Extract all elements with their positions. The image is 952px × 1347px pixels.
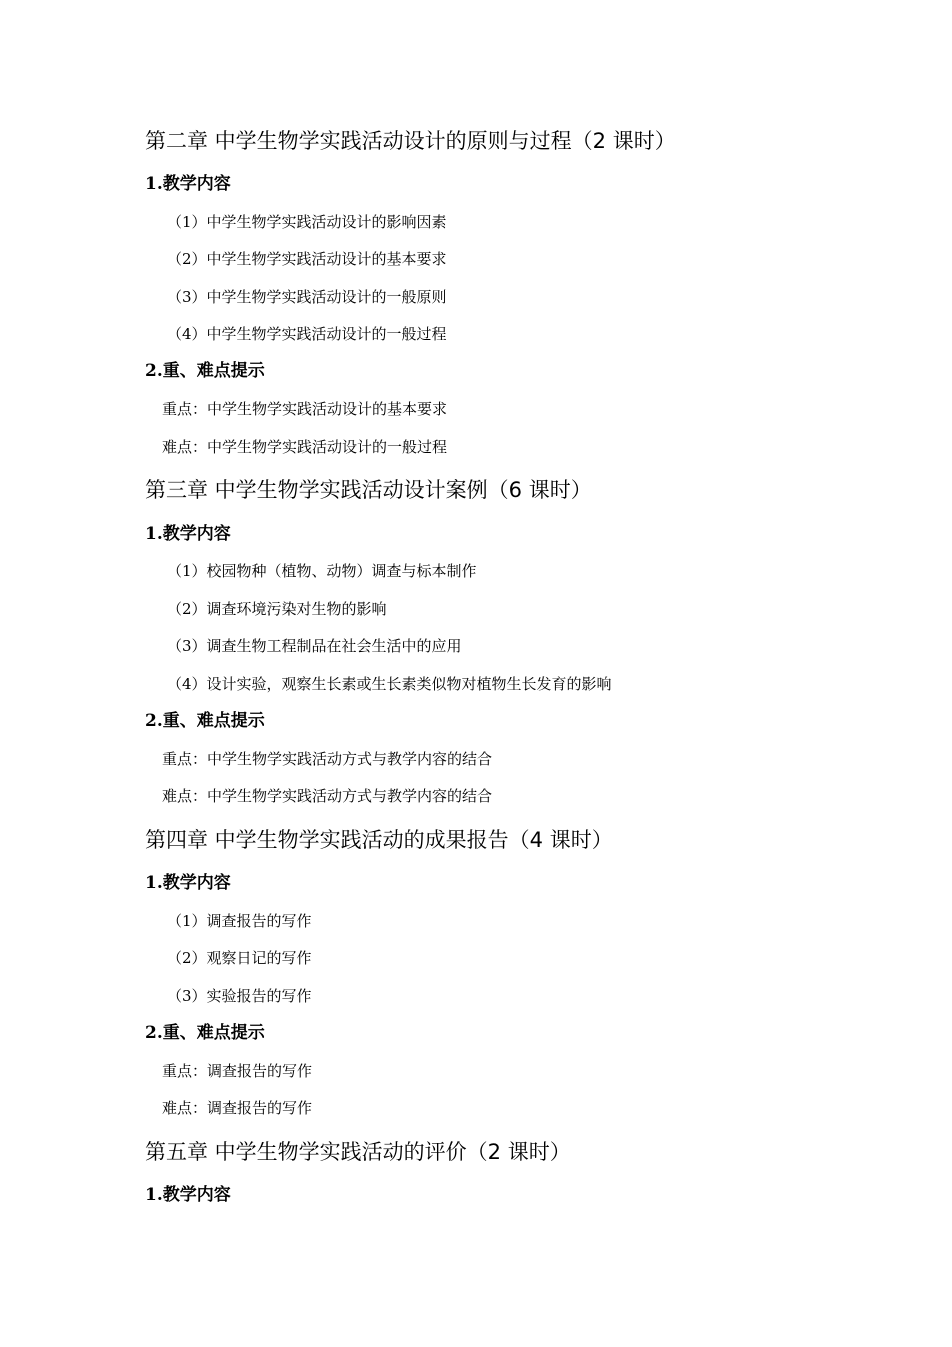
chapter-4-content-heading: 1.教学内容: [145, 873, 231, 893]
chapter-3-item-4: （4）设计实验，观察生长素或生长素类似物对植物生长发育的影响: [167, 675, 612, 693]
chapter-3-key-heading: 2.重、难点提示: [145, 711, 265, 731]
chapter-2-title: 第二章 中学生物学实践活动设计的原则与过程（2 课时）: [145, 129, 676, 153]
chapter-3-item-2: （2）调查环境污染对生物的影响: [167, 600, 387, 618]
chapter-2-item-3: （3）中学生物学实践活动设计的一般原则: [167, 288, 447, 306]
chapter-5-title: 第五章 中学生物学实践活动的评价（2 课时）: [145, 1140, 571, 1164]
chapter-4-key-point: 重点：调查报告的写作: [162, 1062, 313, 1080]
chapter-3-content-heading: 1.教学内容: [145, 524, 231, 544]
chapter-2-key-point: 重点：中学生物学实践活动设计的基本要求: [162, 400, 448, 418]
chapter-4-key-heading: 2.重、难点提示: [145, 1023, 265, 1043]
chapter-4-item-2: （2）观察日记的写作: [167, 949, 312, 967]
chapter-4-title: 第四章 中学生物学实践活动的成果报告（4 课时）: [145, 828, 613, 852]
chapter-3-title: 第三章 中学生物学实践活动设计案例（6 课时）: [145, 478, 592, 502]
chapter-3-key-point: 重点：中学生物学实践活动方式与教学内容的结合: [162, 750, 493, 768]
chapter-2-key-heading: 2.重、难点提示: [145, 361, 265, 381]
chapter-3-item-3: （3）调查生物工程制品在社会生活中的应用: [167, 637, 462, 655]
chapter-4-difficult-point: 难点：调查报告的写作: [162, 1099, 313, 1117]
chapter-5-content-heading: 1.教学内容: [145, 1185, 231, 1205]
chapter-4-item-1: （1）调查报告的写作: [167, 912, 312, 930]
chapter-2-content-heading: 1.教学内容: [145, 174, 231, 194]
chapter-3-item-1: （1）校园物种（植物、动物）调查与标本制作: [167, 562, 477, 580]
chapter-2-item-1: （1）中学生物学实践活动设计的影响因素: [167, 213, 447, 231]
chapter-2-difficult-point: 难点：中学生物学实践活动设计的一般过程: [162, 438, 448, 456]
chapter-3-difficult-point: 难点：中学生物学实践活动方式与教学内容的结合: [162, 787, 493, 805]
chapter-2-item-2: （2）中学生物学实践活动设计的基本要求: [167, 250, 447, 268]
chapter-2-item-4: （4）中学生物学实践活动设计的一般过程: [167, 325, 447, 343]
chapter-4-item-3: （3）实验报告的写作: [167, 987, 312, 1005]
